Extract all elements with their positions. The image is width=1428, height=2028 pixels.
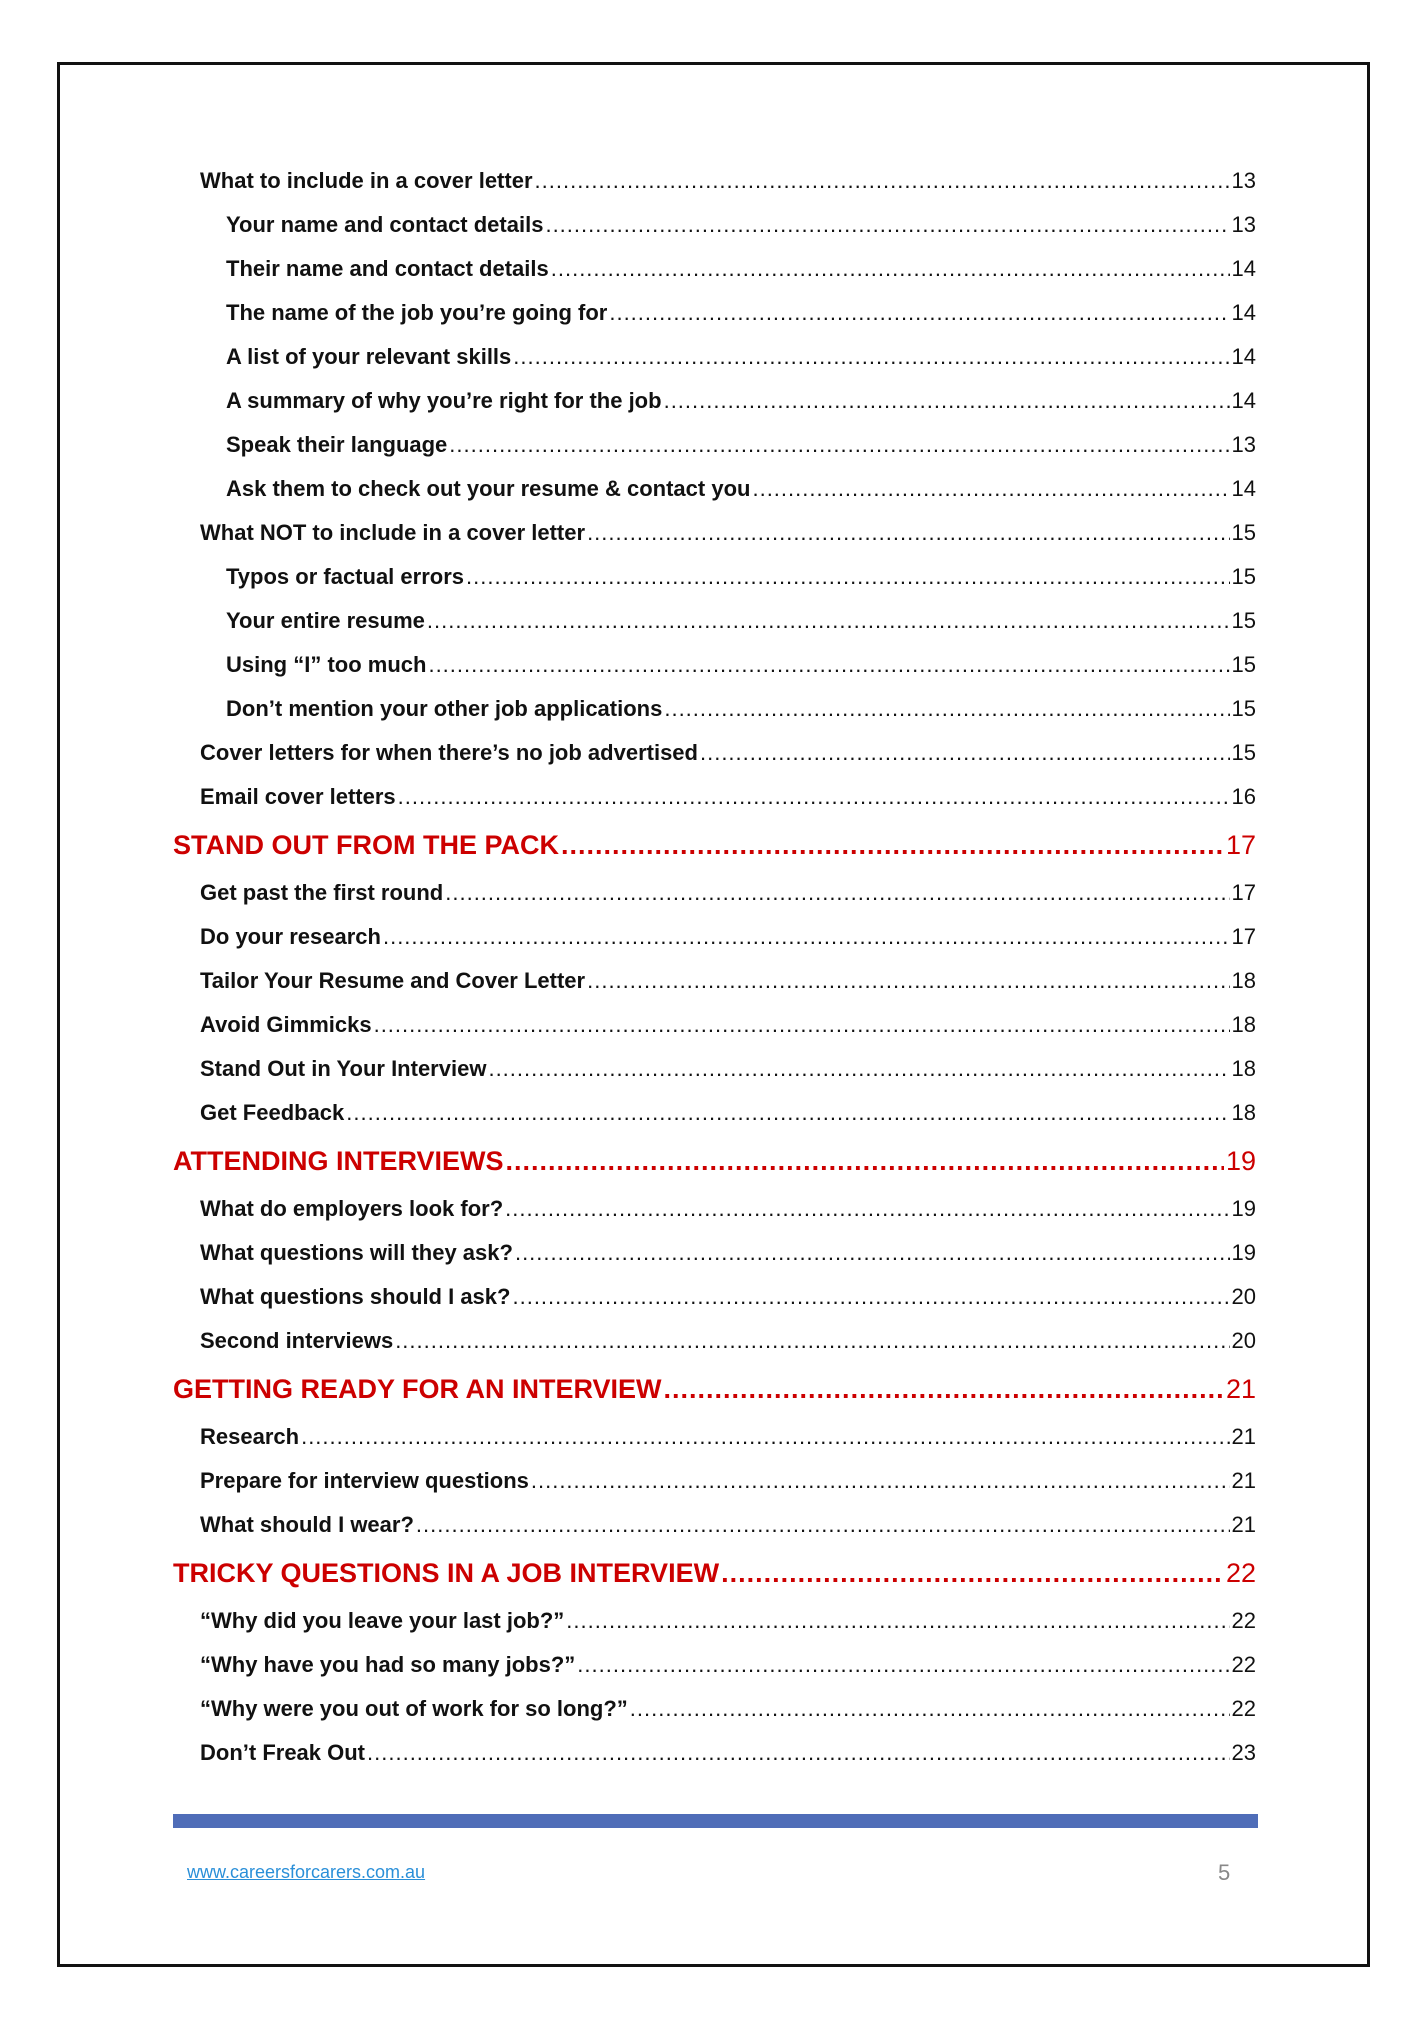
toc-entry[interactable]	[173, 212, 1256, 256]
toc-entry-title: GETTING READY FOR AN INTERVIEW	[173, 1374, 662, 1404]
toc-dot-leader	[416, 1512, 1230, 1538]
toc-entry[interactable]	[173, 968, 1256, 1012]
toc-entry[interactable]	[173, 432, 1256, 476]
toc-entry-title: Ask them to check out your resume & contact you	[226, 476, 751, 501]
toc-entry[interactable]	[173, 1696, 1256, 1740]
toc-entry-page: 20	[1231, 1328, 1256, 1353]
toc-entry-title: Do your research	[200, 924, 381, 949]
toc-entry[interactable]	[173, 1468, 1256, 1512]
toc-entry-title: ATTENDING INTERVIEWS	[173, 1146, 504, 1176]
toc-entry[interactable]	[173, 924, 1256, 968]
toc-dot-leader	[577, 1652, 1229, 1678]
toc-entry-title: Second interviews	[200, 1328, 394, 1353]
toc-entry-page: 21	[1231, 1468, 1256, 1493]
toc-entry[interactable]	[173, 256, 1256, 300]
toc-dot-leader	[367, 1740, 1230, 1766]
toc-entry-page: 21	[1231, 1424, 1256, 1449]
toc-entry-page: 15	[1231, 608, 1256, 633]
toc-entry-title: What do employers look for?	[200, 1196, 504, 1221]
toc-dot-leader	[513, 344, 1229, 370]
toc-entry-title: Don’t mention your other job applications	[226, 696, 663, 721]
toc-entry-page: 21	[1231, 1512, 1256, 1537]
toc-entry-title: Get Feedback	[200, 1100, 345, 1125]
toc-entry-title: “Why were you out of work for so long?”	[200, 1696, 628, 1721]
toc-entry[interactable]	[173, 564, 1256, 608]
toc-entry[interactable]	[173, 1652, 1256, 1696]
toc-entry[interactable]	[173, 168, 1256, 212]
toc-entry[interactable]	[173, 1056, 1256, 1100]
toc-dot-leader	[512, 1284, 1229, 1310]
toc-entry-title: What questions will they ask?	[200, 1240, 513, 1265]
toc-entry-title: “Why did you leave your last job?”	[200, 1608, 565, 1633]
toc-entry[interactable]	[173, 388, 1256, 432]
toc-entry-title: A summary of why you’re right for the job	[226, 388, 662, 413]
toc-dot-leader	[535, 168, 1230, 194]
toc-entry[interactable]	[173, 1512, 1256, 1556]
toc-entry-title: Using “I” too much	[226, 652, 427, 677]
toc-dot-leader	[721, 1558, 1224, 1589]
footer-rule	[173, 1814, 1258, 1828]
toc-dot-leader	[445, 880, 1229, 906]
toc-entry[interactable]	[173, 880, 1256, 924]
toc-entry-page: 22	[1231, 1652, 1256, 1677]
toc-dot-leader	[551, 256, 1230, 282]
toc-dot-leader	[398, 784, 1230, 810]
toc-dot-leader	[449, 432, 1229, 458]
toc-entry-page: 14	[1231, 344, 1256, 369]
toc-entry-page: 22	[1231, 1608, 1256, 1633]
toc-entry-page: 15	[1231, 652, 1256, 677]
toc-dot-leader	[428, 652, 1229, 678]
toc-entry-title: Email cover letters	[200, 784, 396, 809]
toc-entry-title: Stand Out in Your Interview	[200, 1056, 487, 1081]
toc-dot-leader	[515, 1240, 1230, 1266]
toc-entry-title: Your name and contact details	[226, 212, 544, 237]
toc-dot-leader	[427, 608, 1230, 634]
table-of-contents	[173, 168, 1256, 1784]
toc-entry-title: What to include in a cover letter	[200, 168, 533, 193]
toc-entry-title: Avoid Gimmicks	[200, 1012, 372, 1037]
toc-entry[interactable]	[173, 608, 1256, 652]
toc-dot-leader	[466, 564, 1230, 590]
toc-entry-page: 18	[1231, 1012, 1256, 1037]
toc-dot-leader	[587, 968, 1229, 994]
footer-website-link[interactable]: www.careersforcarers.com.au	[187, 1862, 426, 1882]
toc-entry-title: What questions should I ask?	[200, 1284, 511, 1309]
toc-entry-page: 14	[1231, 256, 1256, 281]
toc-entry[interactable]	[173, 1012, 1256, 1056]
toc-entry-title: Research	[200, 1424, 300, 1449]
toc-entry-page: 15	[1231, 696, 1256, 721]
toc-dot-leader	[488, 1056, 1229, 1082]
toc-entry-page: 21	[1225, 1374, 1256, 1404]
toc-entry[interactable]	[173, 1196, 1256, 1240]
toc-entry-page: 19	[1231, 1240, 1256, 1265]
toc-entry-page: 16	[1231, 784, 1256, 809]
toc-entry-page: 17	[1231, 880, 1256, 905]
toc-dot-leader	[395, 1328, 1229, 1354]
toc-dot-leader	[587, 520, 1229, 546]
toc-entry-page: 14	[1231, 476, 1256, 501]
toc-dot-leader	[566, 1608, 1229, 1634]
toc-entry-page: 18	[1231, 1056, 1256, 1081]
toc-entry-title: Prepare for interview questions	[200, 1468, 529, 1493]
toc-entry-page: 15	[1231, 740, 1256, 765]
toc-entry[interactable]	[173, 740, 1256, 784]
toc-entry-title: Cover letters for when there’s no job advertised	[200, 740, 698, 765]
toc-entry[interactable]	[173, 520, 1256, 564]
toc-entry-title: Tailor Your Resume and Cover Letter	[200, 968, 586, 993]
toc-section-heading[interactable]	[173, 1372, 1256, 1424]
toc-dot-leader	[752, 476, 1229, 502]
toc-entry[interactable]	[173, 1328, 1256, 1372]
toc-entry-page: 22	[1231, 1696, 1256, 1721]
toc-entry-page: 17	[1225, 830, 1256, 860]
toc-dot-leader	[545, 212, 1229, 238]
toc-entry-page: 19	[1225, 1146, 1256, 1176]
toc-entry-page: 18	[1231, 968, 1256, 993]
toc-entry-title: “Why have you had so many jobs?”	[200, 1652, 576, 1677]
toc-entry-page: 20	[1231, 1284, 1256, 1309]
toc-entry-title: STAND OUT FROM THE PACK	[173, 830, 559, 860]
toc-dot-leader	[630, 1696, 1230, 1722]
toc-entry-page: 14	[1231, 300, 1256, 325]
toc-entry-page: 14	[1231, 388, 1256, 413]
toc-entry-page: 13	[1231, 168, 1256, 193]
toc-entry[interactable]	[173, 1740, 1256, 1784]
toc-dot-leader	[505, 1196, 1229, 1222]
toc-entry-page: 23	[1231, 1740, 1256, 1765]
toc-entry[interactable]	[173, 652, 1256, 696]
toc-entry-title: Typos or factual errors	[226, 564, 464, 589]
toc-dot-leader	[609, 300, 1229, 326]
toc-entry[interactable]	[173, 1608, 1256, 1652]
toc-dot-leader	[346, 1100, 1229, 1126]
toc-dot-leader	[301, 1424, 1229, 1450]
toc-entry[interactable]	[173, 1284, 1256, 1328]
toc-entry[interactable]	[173, 300, 1256, 344]
toc-dot-leader	[531, 1468, 1230, 1494]
toc-entry[interactable]	[173, 784, 1256, 828]
toc-entry-page: 17	[1231, 924, 1256, 949]
toc-entry-title: The name of the job you’re going for	[226, 300, 608, 325]
toc-entry-page: 15	[1231, 564, 1256, 589]
toc-entry-title: A list of your relevant skills	[226, 344, 512, 369]
toc-entry[interactable]	[173, 1100, 1256, 1144]
toc-entry-page: 13	[1231, 432, 1256, 457]
toc-entry-title: TRICKY QUESTIONS IN A JOB INTERVIEW	[173, 1558, 720, 1588]
page-number: 5	[1218, 1860, 1231, 1885]
toc-dot-leader	[700, 740, 1230, 766]
toc-entry-title: Their name and contact details	[226, 256, 549, 281]
toc-entry-title: Get past the first round	[200, 880, 444, 905]
toc-dot-leader	[561, 830, 1224, 861]
toc-section-heading[interactable]	[173, 828, 1256, 880]
toc-dot-leader	[664, 1374, 1224, 1405]
toc-entry-title: What should I wear?	[200, 1512, 414, 1537]
toc-entry[interactable]	[173, 344, 1256, 388]
toc-entry-title: What NOT to include in a cover letter	[200, 520, 586, 545]
toc-section-heading[interactable]	[173, 1556, 1256, 1608]
toc-entry-page: 18	[1231, 1100, 1256, 1125]
toc-dot-leader	[506, 1146, 1224, 1177]
toc-section-heading[interactable]	[173, 1144, 1256, 1196]
toc-entry-title: Don’t Freak Out	[200, 1740, 366, 1765]
toc-dot-leader	[664, 388, 1230, 414]
toc-entry-page: 19	[1231, 1196, 1256, 1221]
toc-entry-page: 15	[1231, 520, 1256, 545]
toc-entry[interactable]	[173, 696, 1256, 740]
toc-entry-title: Speak their language	[226, 432, 448, 457]
toc-dot-leader	[374, 1012, 1230, 1038]
toc-entry-page: 13	[1231, 212, 1256, 237]
toc-entry[interactable]	[173, 1424, 1256, 1468]
toc-dot-leader	[664, 696, 1229, 722]
toc-entry[interactable]	[173, 1240, 1256, 1284]
toc-dot-leader	[383, 924, 1230, 950]
toc-entry[interactable]	[173, 476, 1256, 520]
toc-entry-page: 22	[1225, 1558, 1256, 1588]
toc-entry-title: Your entire resume	[226, 608, 425, 633]
